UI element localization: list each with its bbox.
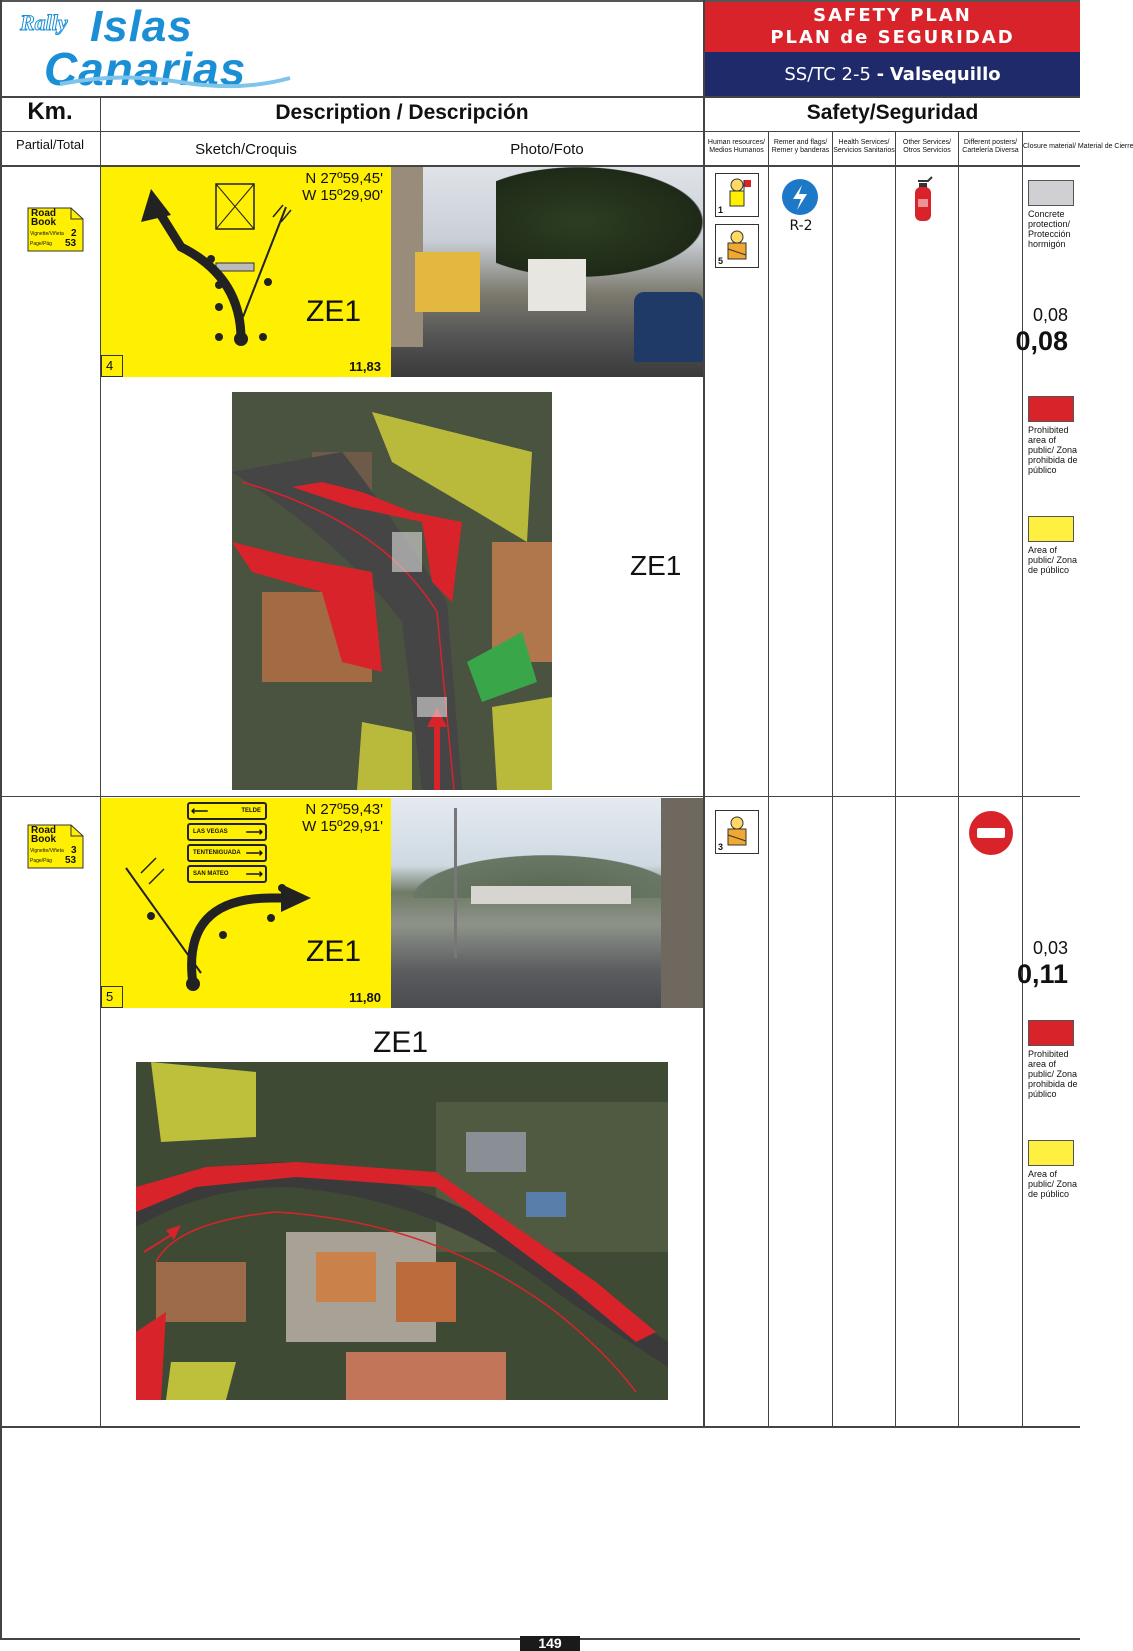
legend-concrete-text: Concrete protection/ Protección hormigón	[1028, 209, 1071, 249]
legend-public	[1028, 1140, 1078, 1199]
page-label: Page/Pág	[30, 858, 52, 864]
human-resources-count: 1	[718, 205, 724, 215]
gps-longitude: W 15º29,90'	[302, 187, 383, 204]
road-book-line2: Book	[31, 217, 56, 228]
km-header: Km.	[27, 98, 73, 125]
junction-photo	[391, 798, 703, 1008]
col-human-resources: Human resources/ Medios Humanos	[707, 139, 766, 154]
aerial-map-graphic	[232, 392, 552, 790]
legend-prohibited	[1028, 396, 1078, 475]
aerial-zone-label: ZE1	[630, 550, 682, 581]
description-header: Description / Descripción	[275, 101, 529, 124]
fire-extinguisher-icon	[910, 175, 938, 225]
gps-coordinates	[302, 801, 383, 835]
direction-sign: SAN MATEO ⟶	[187, 865, 267, 883]
human-resources-box	[715, 810, 759, 854]
road-book-line1: Road	[31, 825, 56, 836]
road-book-line1: Road	[31, 208, 56, 219]
gps-latitude: N 27º59,45'	[305, 170, 383, 187]
legend-prohibited-swatch	[1028, 1020, 1074, 1046]
photo-car	[634, 292, 703, 362]
legend-prohibited-text: Prohibited area of public/ Zona prohibida de público	[1028, 1049, 1078, 1099]
sign-text: LAS VEGAS	[193, 829, 228, 835]
photo-lamp-post	[454, 808, 457, 958]
photo-building-white	[528, 259, 586, 311]
km-subheader: Partial/Total	[16, 137, 84, 152]
gps-coordinates	[302, 170, 383, 204]
legend-concrete-swatch	[1028, 180, 1074, 206]
sign-text: TENTENIGUADA	[193, 850, 241, 856]
stage-banner	[705, 52, 1080, 96]
road-book-badge	[27, 824, 84, 869]
safety-plan-title	[705, 2, 1080, 52]
sketch-box	[101, 167, 391, 377]
human-resources-count: 5	[718, 256, 724, 266]
page-ref-number: 53	[65, 238, 77, 249]
photo-header: Photo/Foto	[510, 141, 584, 158]
stage-code: SS/TC 2-5	[784, 63, 871, 85]
legend-prohibited-swatch	[1028, 396, 1074, 422]
aerial-map	[136, 1062, 668, 1400]
no-entry-sign-icon	[968, 810, 1014, 856]
stage-separator: -	[876, 63, 885, 85]
vignette-number: 3	[71, 845, 77, 856]
sign-text: TELDE	[241, 808, 261, 814]
safety-title-es: PLAN de SEGURIDAD	[770, 27, 1015, 48]
legend-public-text: Area of public/ Zona de público	[1028, 1169, 1078, 1199]
km-values	[1015, 305, 1068, 357]
logo-canarias-text: Canarias	[44, 43, 247, 95]
legend-prohibited-text: Prohibited area of public/ Zona prohibida de público	[1028, 425, 1078, 475]
gps-latitude: N 27º59,43'	[305, 801, 383, 818]
vignette-box-number: 4	[101, 355, 123, 377]
km-partial: 0,08	[1032, 305, 1068, 325]
col-health-services: Health Services/ Servicios Sanitarios	[833, 139, 895, 154]
road-book-badge	[27, 207, 84, 252]
sketch-box	[101, 798, 391, 1008]
vignette-number: 2	[71, 228, 77, 239]
zone-label: ZE1	[306, 935, 362, 968]
human-resources-box	[715, 173, 759, 217]
legend-public-swatch	[1028, 1140, 1074, 1166]
sketch-header: Sketch/Croquis	[195, 141, 297, 158]
aerial-map	[232, 392, 552, 790]
page-number: 149	[520, 1636, 580, 1651]
photo-building-yellow	[415, 252, 480, 312]
distance-value: 11,80	[349, 990, 381, 1005]
col-other-services: Other Services/ Otros Servicios	[902, 139, 952, 154]
km-partial: 0,03	[1032, 938, 1068, 958]
aerial-map-graphic	[136, 1062, 668, 1400]
vignette-label: Vignette/Viñeta	[30, 231, 64, 237]
col-posters: Different posters/ Cartelería Diversa	[962, 139, 1019, 154]
col-closure-material: Closure material/ Material de Cierre	[1023, 143, 1133, 150]
human-resources-count: 3	[718, 842, 724, 852]
km-total: 0,11	[1016, 959, 1068, 989]
zone-label: ZE1	[306, 295, 362, 328]
col-remer-flags: Remer and flags/ Remer y banderas	[771, 139, 830, 154]
legend-prohibited	[1028, 1020, 1078, 1099]
logo-islas-text: Islas	[90, 2, 193, 51]
logo-rally-text: Rally	[20, 10, 68, 35]
logo-wave	[60, 72, 290, 90]
safety-header: Safety/Seguridad	[806, 101, 979, 124]
aerial-zone-label: ZE1	[373, 1026, 429, 1059]
km-values	[1017, 938, 1068, 990]
vignette-box-number: 5	[101, 986, 123, 1008]
safety-title-en: SAFETY PLAN	[813, 5, 972, 26]
vignette-label: Vignette/Viñeta	[30, 848, 64, 854]
legend-public-swatch	[1028, 516, 1074, 542]
radio-remer-icon	[780, 177, 820, 217]
sign-text: SAN MATEO	[193, 871, 229, 877]
direction-sign: LAS VEGAS ⟶	[187, 823, 267, 841]
photo-town	[471, 886, 631, 904]
rally-logo	[20, 2, 290, 95]
direction-sign: TENTENIGUADA ⟶	[187, 844, 267, 862]
remer-label: R-2	[789, 218, 813, 234]
gps-longitude: W 15º29,91'	[302, 818, 383, 835]
stage-name: Valsequillo	[889, 63, 1001, 85]
distance-value: 11,83	[349, 359, 381, 374]
direction-sign: ⟵ TELDE	[187, 802, 267, 820]
legend-public-text: Area of public/ Zona de público	[1028, 545, 1078, 575]
km-total: 0,08	[1015, 326, 1068, 356]
page-ref-number: 53	[65, 855, 77, 866]
page-label: Page/Pág	[30, 241, 52, 247]
photo-rock-wall	[661, 798, 703, 1008]
legend-public	[1028, 516, 1078, 575]
road-book-line2: Book	[31, 834, 56, 845]
human-resources-box	[715, 224, 759, 268]
junction-photo	[391, 167, 703, 377]
legend-concrete	[1028, 180, 1078, 249]
